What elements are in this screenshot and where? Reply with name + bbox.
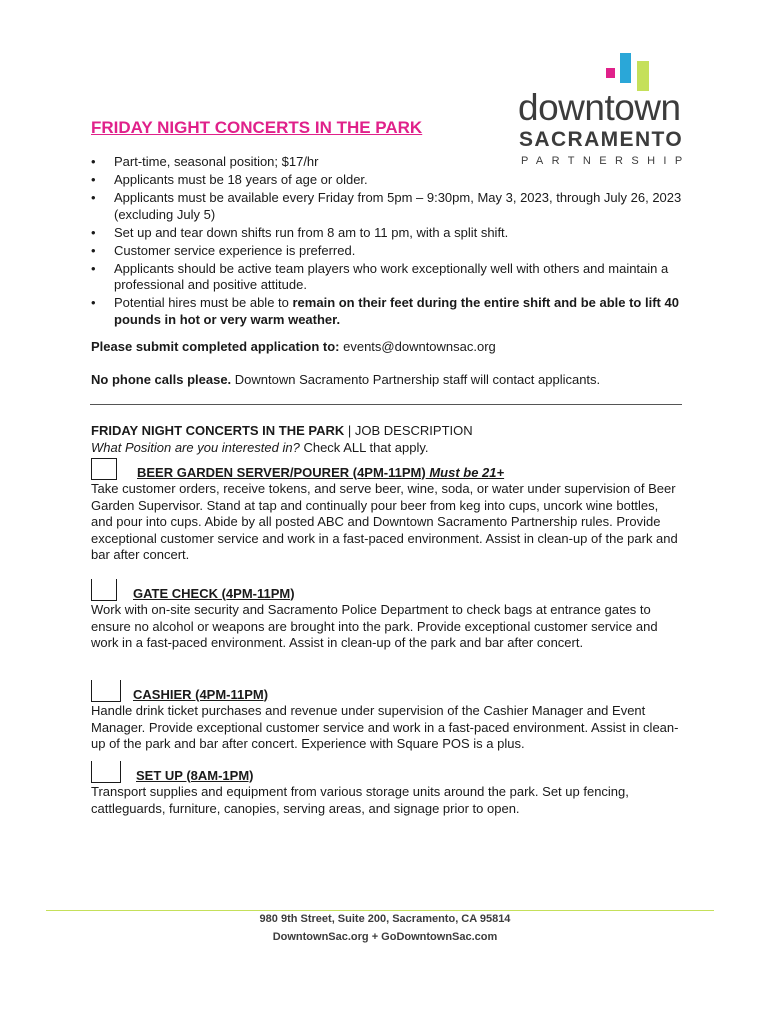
requirement-item: • Part-time, seasonal position; $17/hr [91, 154, 691, 171]
submit-email[interactable]: events@downtownsac.org [339, 339, 496, 354]
requirement-item: • Applicants must be 18 years of age or older. [91, 172, 691, 189]
phone-text: Downtown Sacramento Partnership staff will contact applicants. [231, 372, 601, 387]
footer-divider [46, 910, 714, 911]
job-cashier [91, 683, 681, 753]
requirement-item: • Potential hires must be able to remain on their feet during the entire shift and be able to lift 40 pounds in hot or very warm weather. [91, 295, 691, 328]
logo-line-partnership: PARTNERSHIP [521, 155, 691, 167]
job-gate-check [91, 582, 681, 652]
footer-address: 980 9th Street, Suite 200, Sacramento, CA 95814 [259, 913, 511, 925]
job-description: Handle drink ticket purchases and revenue under supervision of the Cashier Manager and Event Manager. Provide exceptional customer service and work in a fast-paced environment. Assist in clean-up of the park and bar after concert. Experience with Square POS is a plus. [91, 703, 679, 751]
section-divider [90, 404, 682, 405]
job-title: BEER GARDEN SERVER/POURER (4PM-11PM) Must be 21+ [137, 464, 505, 480]
job-description: Work with on-site security and Sacramento Police Department to check bags at entrance gates to ensure no alcohol or weapons are brought into the park. Provide exceptional customer service and work in a fast-paced environment. Assist in clean-up of the park and bar after concert. [91, 602, 658, 650]
set-up-checkbox[interactable] [91, 761, 121, 783]
logo-line-downtown: downtown [518, 87, 681, 128]
footer-websites: DowntownSac.org + GoDowntownSac.com [272, 931, 498, 943]
job-section-heading: FRIDAY NIGHT CONCERTS IN THE PARK | JOB DESCRIPTION What Position are you interested in? Check ALL that apply. [91, 423, 473, 455]
phone-label: No phone calls please. [91, 372, 232, 387]
beer-garden-checkbox[interactable] [91, 458, 117, 480]
logo-line-sacramento: SACRAMENTO [519, 128, 684, 151]
requirement-item: • Set up and tear down shifts run from 8 am to 11 pm, with a split shift. [91, 225, 691, 242]
submit-instructions [91, 339, 691, 356]
job-set-up [91, 764, 681, 817]
submit-label: Please submit completed application to: [91, 339, 340, 354]
cashier-checkbox[interactable] [91, 680, 121, 702]
job-title: GATE CHECK (4PM-11PM) [133, 585, 295, 601]
job-title: SET UP (8AM-1PM) [136, 767, 254, 783]
job-beer-garden [91, 461, 681, 564]
requirement-item: • Customer service experience is preferred. [91, 243, 691, 260]
requirement-item: • Applicants must be available every Friday from 5pm – 9:30pm, May 3, 2023, through July 26, 2023 (excluding July 5) [91, 190, 691, 223]
requirement-item: • Applicants should be active team players who work exceptionally well with others and maintain a professional and positive attitude. [91, 261, 691, 294]
job-description: Transport supplies and equipment from various storage units around the park. Set up fencing, cattleguards, furniture, canopies, serving areas, and signage prior to open. [91, 784, 629, 816]
page-title: FRIDAY NIGHT CONCERTS IN THE PARK [91, 118, 423, 137]
job-title: CASHIER (4PM-11PM) [133, 686, 269, 702]
requirements-list [91, 154, 691, 330]
phone-notice [91, 372, 691, 389]
job-description: Take customer orders, receive tokens, and serve beer, wine, soda, or water under supervision of Beer Garden Supervisor. Stand at tap and continually pour beer from keg into cups, uncork wine bottles, and pour into cups. Abide by all posted ABC and Downtown Sacramento Partnership rules. Provide exceptional customer service and work in a fast-paced environment. Assist in clean-up of the park and bar after concert. [91, 481, 678, 562]
gate-check-checkbox[interactable] [91, 579, 117, 601]
